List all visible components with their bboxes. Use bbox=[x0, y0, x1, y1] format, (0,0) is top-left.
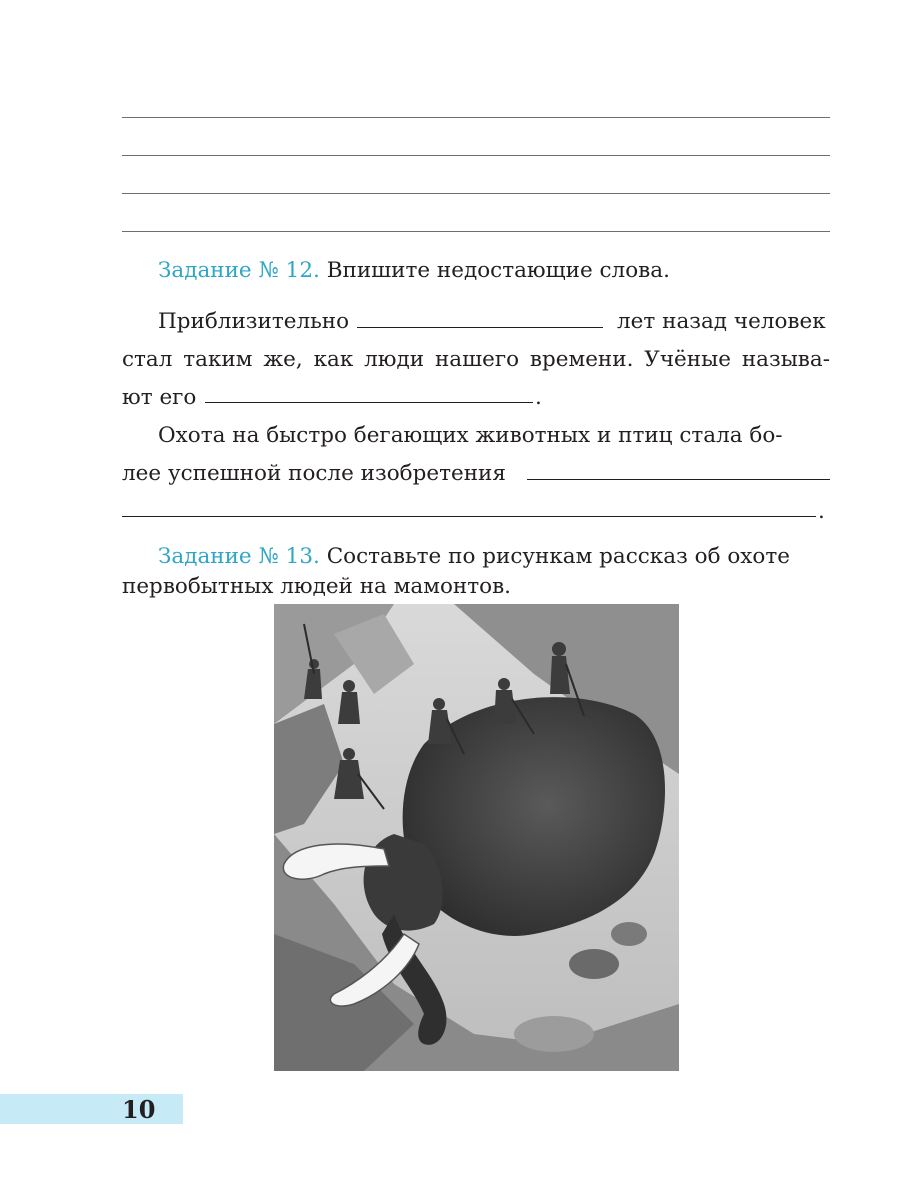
task-12-text: . bbox=[818, 499, 825, 524]
task-12-label: Задание № 12. bbox=[158, 258, 320, 283]
task-13-heading bbox=[158, 542, 790, 572]
task-12-heading bbox=[158, 256, 670, 286]
answer-blank-name[interactable] bbox=[205, 402, 533, 403]
answer-blank-invention-continued[interactable] bbox=[122, 516, 816, 517]
task-12-text: . bbox=[535, 385, 542, 410]
writing-line[interactable] bbox=[122, 231, 830, 232]
task-12-text: Приблизительно bbox=[158, 309, 350, 334]
task-13-label: Задание № 13. bbox=[158, 544, 320, 569]
mammoth-hunt-illustration bbox=[274, 604, 679, 1071]
task-13-instruction-cont: первобытных людей на мамонтов. bbox=[122, 574, 512, 599]
task-12-text: лее успешной после изобретения bbox=[122, 461, 506, 486]
task-12-text: стал таким же, как люди нашего времени. Учёные называ- bbox=[122, 347, 830, 372]
page-number: 10 bbox=[122, 1095, 156, 1124]
task-12-instruction: Впишите недостающие слова. bbox=[326, 258, 670, 283]
writing-line[interactable] bbox=[122, 117, 830, 118]
task-12-text: Охота на быстро бегающих животных и птиц стала бо- bbox=[158, 423, 783, 448]
answer-blank-invention[interactable] bbox=[527, 479, 830, 480]
answer-blank-years[interactable] bbox=[357, 327, 603, 328]
task-12-text: лет назад человек bbox=[617, 309, 826, 334]
writing-line[interactable] bbox=[122, 155, 830, 156]
writing-line[interactable] bbox=[122, 193, 830, 194]
page-number-tab bbox=[0, 1094, 183, 1124]
task-12-text: ют его bbox=[122, 385, 197, 410]
task-13-instruction: Составьте по рисункам рассказ об охоте bbox=[326, 544, 790, 569]
